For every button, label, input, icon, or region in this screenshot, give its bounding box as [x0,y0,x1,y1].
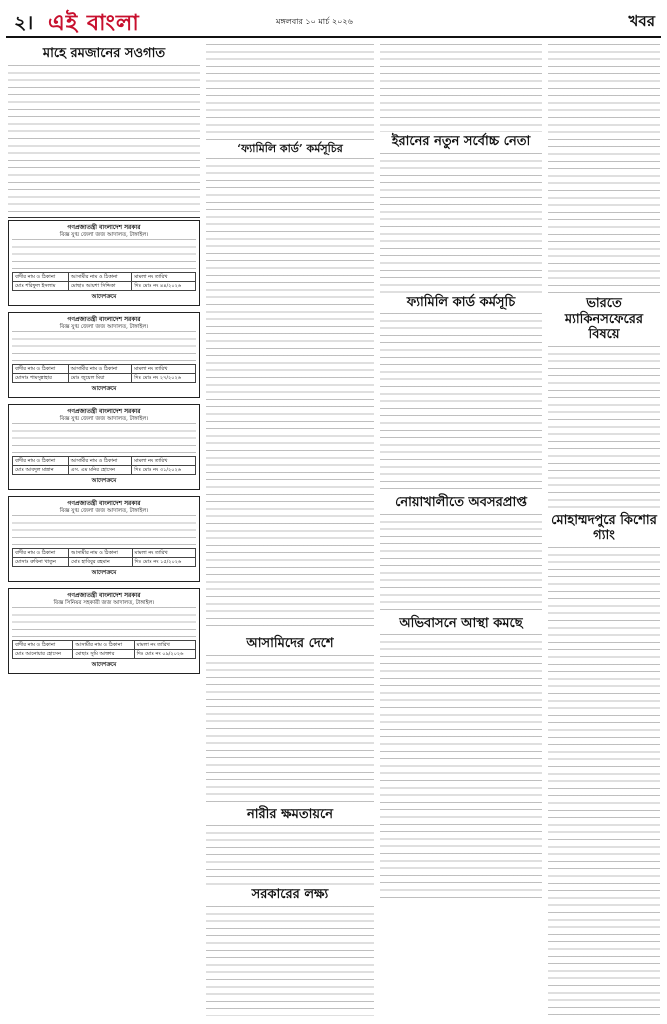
section-title: খবর [628,12,655,30]
divider [8,217,200,218]
story-headline-noakhali: নোয়াখালীতে অবসরপ্রাপ্ত [395,495,527,511]
court-notice [8,404,200,490]
notice-body [12,423,196,453]
notice-table-header [13,548,196,557]
notice-column-header: বাদীর নাম ও ঠিকানা [13,272,69,281]
notice-table [12,548,196,567]
story-headline-mohammadpur: মোহাম্মদপুরে কিশোর গ্যাং [551,512,657,544]
notice-court: বিজ্ঞ যুগ্ম জেলা জজ আদালত, টাঙ্গাইল। [59,323,149,330]
story-body-ramzan [8,65,200,215]
story-body-govt [206,906,374,1016]
notice-order-label: আদেশক্রমে [91,293,117,300]
notice-table-cell: দিঃ মোঃ নং ৩১/২০২৬ [132,465,196,474]
notice-table-cell: দিঃ মোঃ নং ১৫/২০২৬ [132,557,195,566]
notice-table-cell: মোসাঃ শামসুন্নাহার [13,373,69,382]
notice-title: গণপ্রজাতন্ত্রী বাংলাদেশ সরকার [67,591,141,599]
notice-title: গণপ্রজাতন্ত্রী বাংলাদেশ সরকার [67,499,141,507]
notice-table-row [13,465,196,474]
story-headline-assam: আসামিদের দেশে [246,636,334,652]
notice-order-label: আদেশক্রমে [91,661,117,668]
newspaper-logo: এই বাংলা [48,10,140,36]
notice-court: বিজ্ঞ সিনিয়র সহকারী জজ আদালত, টাঙ্গাইল। [53,599,155,606]
story-headline-iran: ইরানের নতুন সর্বোচ্চ নেতা [391,134,531,149]
notice-table-header [13,640,196,649]
notice-table-row [13,281,196,290]
story-body-women [206,825,374,885]
notice-order-label: আদেশক্রমে [91,477,117,484]
notice-column-header: বাদীর নাম ও ঠিকানা [13,364,69,373]
notice-table-cell: মোঃ শরিফুল ইসলাম [13,281,69,290]
notice-title: গণপ্রজাতন্ত্রী বাংলাদেশ সরকার [67,223,141,231]
notice-column-header: মামলা নং তারিখ [132,364,196,373]
story-body-noakhali [380,514,542,614]
notice-table-cell: মোসাঃ রুবিনা খাতুন [13,557,69,566]
notice-court: বিজ্ঞ যুগ্ম জেলা জজ আদালত, টাঙ্গাইল। [59,231,149,238]
notice-title: গণপ্রজাতন্ত্রী বাংলাদেশ সরকার [67,315,141,323]
notice-table [12,272,196,291]
notice-column-header: আসামীর নাম ও ঠিকানা [68,456,132,465]
notice-body [12,607,196,637]
notice-column-header: বাদীর নাম ও ঠিকানা [13,640,73,649]
story-headline-family-card: ‘ফ্যামিলি কার্ড’ কর্মসূচির [237,142,343,155]
story-headline-ramzan: মাহে রমজানের সওগাত [42,46,166,61]
story-body-iran [380,153,542,293]
notice-table-row [13,373,196,382]
notice-body [12,331,196,361]
notice-column-header: বাদীর নাম ও ঠিকানা [13,456,69,465]
page-number: ২। [14,12,34,34]
notice-column-header: বাদীর নাম ও ঠিকানা [13,548,69,557]
masthead [6,4,661,38]
story-body-family-card [206,158,374,628]
notice-table-cell: দিঃ মোঃ নং ৪৪/২০২৬ [132,281,196,290]
story-body-assam [206,655,374,805]
notice-title: গণপ্রজাতন্ত্রী বাংলাদেশ সরকার [67,407,141,415]
third-column [380,44,542,1016]
story-body-india [548,346,660,511]
notice-table-cell: মোঃ আনোয়ার হোসেন [13,649,73,658]
story-body-family-card-2 [380,313,542,493]
issue-date: মঙ্গলবার ১০ মার্চ ২০২৬ [276,17,353,26]
notice-column-header: আসামীর নাম ও ঠিকানা [68,272,132,281]
notice-body [12,239,196,269]
notice-column-header: আসামীর নাম ও ঠিকানা [69,548,132,557]
notice-table-cell: মোঃ জুয়েল মিয়া [68,373,132,382]
notice-table-cell: মোঃ আবদুল মান্নান [13,465,69,474]
right-column [548,44,660,1016]
story-body-intro [380,44,542,132]
court-notice [8,496,200,582]
notice-column-header: আসামীর নাম ও ঠিকানা [68,364,132,373]
notice-column-header: মামলা নং তারিখ [132,456,196,465]
story-body-mohammadpur [548,547,660,1016]
notice-table [12,456,196,475]
story-headline-family-card-2: ফ্যামিলি কার্ড কর্মসূচি [406,294,516,310]
notice-table-row [13,557,196,566]
notice-body [12,515,196,545]
notice-table-cell: মোঃ হাবিবুর রহমান [69,557,132,566]
notice-table [12,640,196,659]
court-notice [8,220,200,306]
notice-order-label: আদেশক্রমে [91,385,117,392]
notice-table-cell: দিঃ মোঃ নং ২৭/২০২৬ [132,373,196,382]
notice-column-header: মামলা নং তারিখ [132,272,196,281]
notice-column-header: আসামীর নাম ও ঠিকানা [73,640,134,649]
story-headline-india: ভারতে ম্যাকিনসফেরের বিষয়ে [564,296,644,343]
notice-table-cell: মোছাঃ আয়শা সিদ্দিকা [68,281,132,290]
notice-table-cell: দিঃ মোঃ নং ০৯/২০২৬ [134,649,195,658]
notice-table-cell: এস. এম মনির হোসেন [68,465,132,474]
notice-column-header: মামলা নং তারিখ [134,640,195,649]
notice-table-header [13,364,196,373]
story-headline-expat: অভিবাসনে আস্থা কমছে [399,615,523,631]
court-notice [8,312,200,398]
story-body-continued [206,44,374,140]
story-body-expat [380,634,542,904]
notice-table-header [13,272,196,281]
court-notice [8,588,200,674]
notice-court: বিজ্ঞ যুগ্ম জেলা জজ আদালত, টাঙ্গাইল। [59,415,149,422]
left-column [8,44,200,1016]
notice-court: বিজ্ঞ যুগ্ম জেলা জজ আদালত, টাঙ্গাইল। [59,507,149,514]
notice-column-header: মামলা নং তারিখ [132,548,195,557]
story-headline-women: নারীর ক্ষমতায়নে [247,806,333,822]
notice-table [12,364,196,383]
notice-table-row [13,649,196,658]
story-headline-govt: সরকারের লক্ষ্য [251,887,329,903]
story-body-right [548,44,660,294]
notice-order-label: আদেশক্রমে [91,569,117,576]
notice-table-header [13,456,196,465]
second-column [206,44,374,1016]
court-notice-list [8,220,200,674]
notice-table-cell: মোছাঃ সুমি আক্তার [73,649,134,658]
